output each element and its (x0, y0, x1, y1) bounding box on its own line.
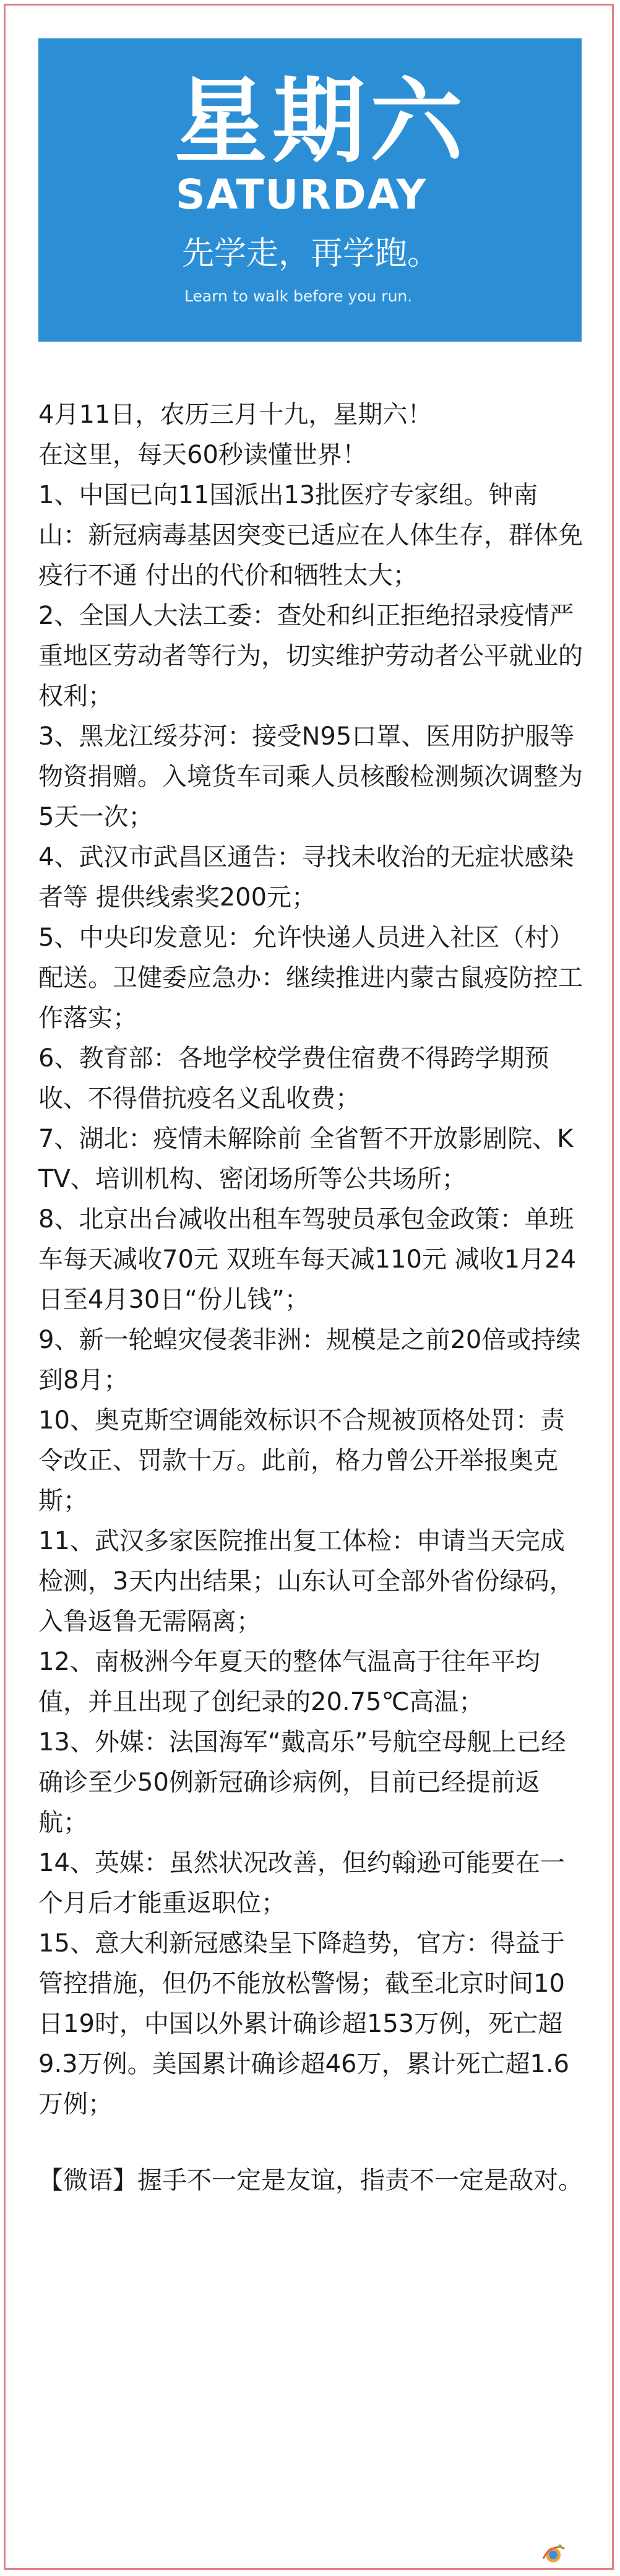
news-item: 7、湖北：疫情未解除前 全省暂不开放影剧院、KTV、培训机构、密闭场所等公共场所； (38, 1125, 574, 1193)
news-item: 10、奥克斯空调能效标识不合规被顶格处罚：责令改正、罚款十万。此前，格力曾公开举报奥克斯； (38, 1406, 565, 1515)
news-item: 9、新一轮蝗灾侵袭非洲：规模是之前20倍或持续到8月； (38, 1326, 581, 1394)
planet-swirl-icon (540, 2540, 567, 2567)
spacer (38, 2125, 583, 2161)
news-item: 13、外媒：法国海军“戴高乐”号航空母舰上已经确诊至少50例新冠确诊病例，目前已经提前返航； (38, 1728, 566, 1837)
news-item: 12、南极洲今年夏天的整体气温高于往年平均值，并且出现了创纪录的20.75℃高温； (38, 1648, 540, 1716)
banner-title-en: SATURDAY (176, 171, 428, 218)
news-item: 11、武汉多家医院推出复工体检：申请当天完成检测，3天内出结果；山东认可全部外省份绿码，入鲁返鲁无需隔离； (38, 1527, 574, 1636)
news-item: 8、北京出台减收出租车驾驶员承包金政策：单班车每天减收70元 双班车每天减110元 减收1月24日至4月30日“份儿钱”； (38, 1205, 577, 1314)
news-item: 1、中国已向11国派出13批医疗专家组。钟南山：新冠病毒基因突变已适应在人体生存，群体免疫行不通 付出的代价和牺牲太大； (38, 481, 583, 590)
date-line: 4月11日，农历三月十九，星期六！ (38, 400, 433, 429)
news-item: 2、全国人大法工委：查处和纠正拒绝招录疫情严重地区劳动者等行为，切实维护劳动者公平就业的权利； (38, 602, 583, 711)
news-item: 14、英媒：虽然状况改善，但约翰逊可能要在一个月后才能重返职位； (38, 1849, 565, 1917)
tagline: 在这里，每天60秒读懂世界！ (38, 441, 367, 469)
news-item: 5、中央印发意见：允许快递人员进入社区（村）配送。卫健委应急办：继续推进内蒙古鼠疫防控工作落实； (38, 923, 583, 1032)
news-item: 4、武汉市武昌区通告：寻找未收治的无症状感染者等 提供线索奖200元； (38, 843, 574, 912)
header-banner (38, 38, 582, 342)
banner-slogan-en: Learn to walk before you run. (184, 287, 413, 305)
news-item: 6、教育部：各地学校学费住宿费不得跨学期预收、不得借抗疫名义乱收费； (38, 1044, 549, 1113)
news-article (38, 395, 583, 2201)
news-item: 3、黑龙江绥芬河：接受N95口罩、医用防护服等物资捐赠。入境货车司乘人员核酸检测频次调整为5天一次； (38, 722, 583, 831)
news-item: 15、意大利新冠感染呈下降趋势，官方：得益于管控措施，但仍不能放松警惕；截至北京时间10日19时，中国以外累计确诊超153万例，死亡超9.3万例。美国累计确诊超46万，累计死亡超1.6万例； (38, 1929, 570, 2119)
banner-title-cn: 星期六 (174, 68, 468, 176)
banner-slogan-cn: 先学走，再学跑。 (182, 235, 440, 272)
quote: 【微语】握手不一定是友谊，指责不一定是敌对。 (38, 2166, 583, 2195)
